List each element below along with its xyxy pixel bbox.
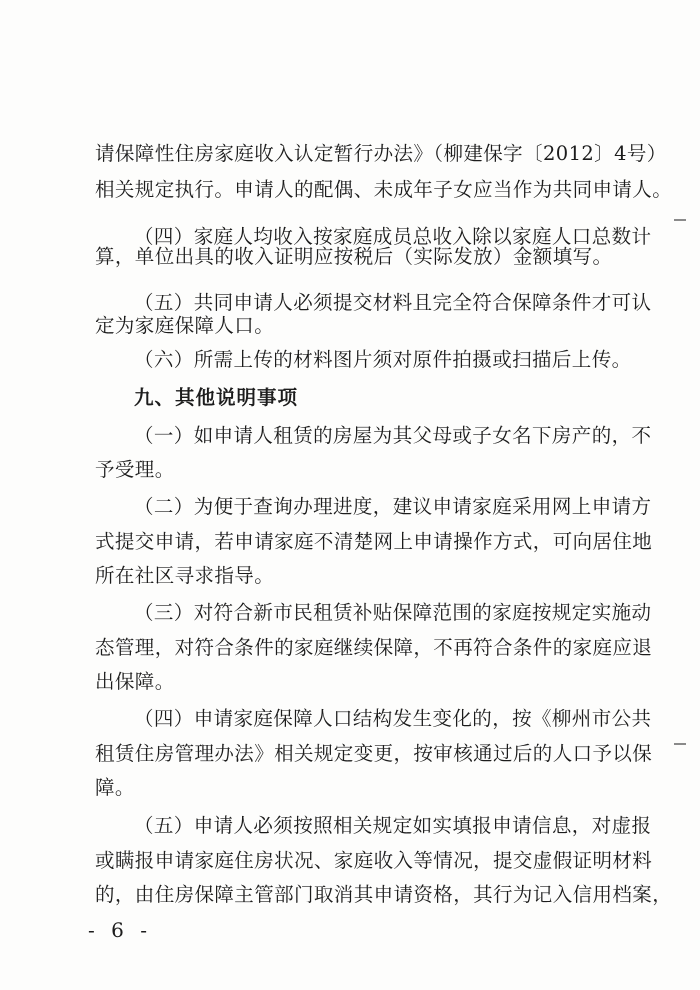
text-line: 出保障。 [95,670,175,693]
text-line: （一）如申请人租赁的房屋为其父母或子女名下房产的，不 [134,424,652,447]
text-line: 定为家庭保障人口。 [95,314,275,337]
text-line: 障。 [95,776,135,799]
text-line: 租赁住房管理办法》相关规定变更，按审核通过后的人口予以保 [95,742,653,765]
text-line: （四）家庭人均收入按家庭成员总收入除以家庭人口总数计 [134,225,652,248]
text-line: （三）对符合新市民租赁补贴保障范围的家庭按规定实施动 [134,601,652,624]
text-line: 式提交申请，若申请家庭不清楚网上申请操作方式，可向居住地 [95,530,653,553]
text-line: 予受理。 [95,458,175,481]
text-line: 或瞒报申请家庭住房状况、家庭收入等情况，提交虚假证明材料 [95,849,653,872]
scan-edge-mark [674,743,686,745]
scan-edge-mark [674,219,686,221]
text-line: （六）所需上传的材料图片须对原件拍摄或扫描后上传。 [134,348,632,371]
text-line: （四）申请家庭保障人口结构发生变化的，按《柳州市公共 [134,707,652,730]
text-line: 的，由住房保障主管部门取消其申请资格，其行为记入信用档案， [95,883,673,906]
text-line: 态管理，对符合条件的家庭继续保障，不再符合条件的家庭应退 [95,636,653,659]
text-line: 所在社区寻求指导。 [95,564,275,587]
section-heading: 九、其他说明事项 [134,386,299,409]
text-line: 请保障性住房家庭收入认定暂行办法》（柳建保字〔2012〕4号） [95,142,667,165]
text-line: （二）为便于查询办理进度，建议申请家庭采用网上申请方 [134,495,652,518]
text-line: 相关规定执行。申请人的配偶、未成年子女应当作为共同申请人。 [95,178,673,201]
text-line: （五）共同申请人必须提交材料且完全符合保障条件才可认 [134,291,652,314]
text-line: 算，单位出具的收入证明应按税后（实际发放）金额填写。 [95,245,613,268]
page-number: - 6 - [88,918,152,942]
text-line: （五）申请人必须按照相关规定如实填报申请信息，对虚报 [134,814,652,837]
